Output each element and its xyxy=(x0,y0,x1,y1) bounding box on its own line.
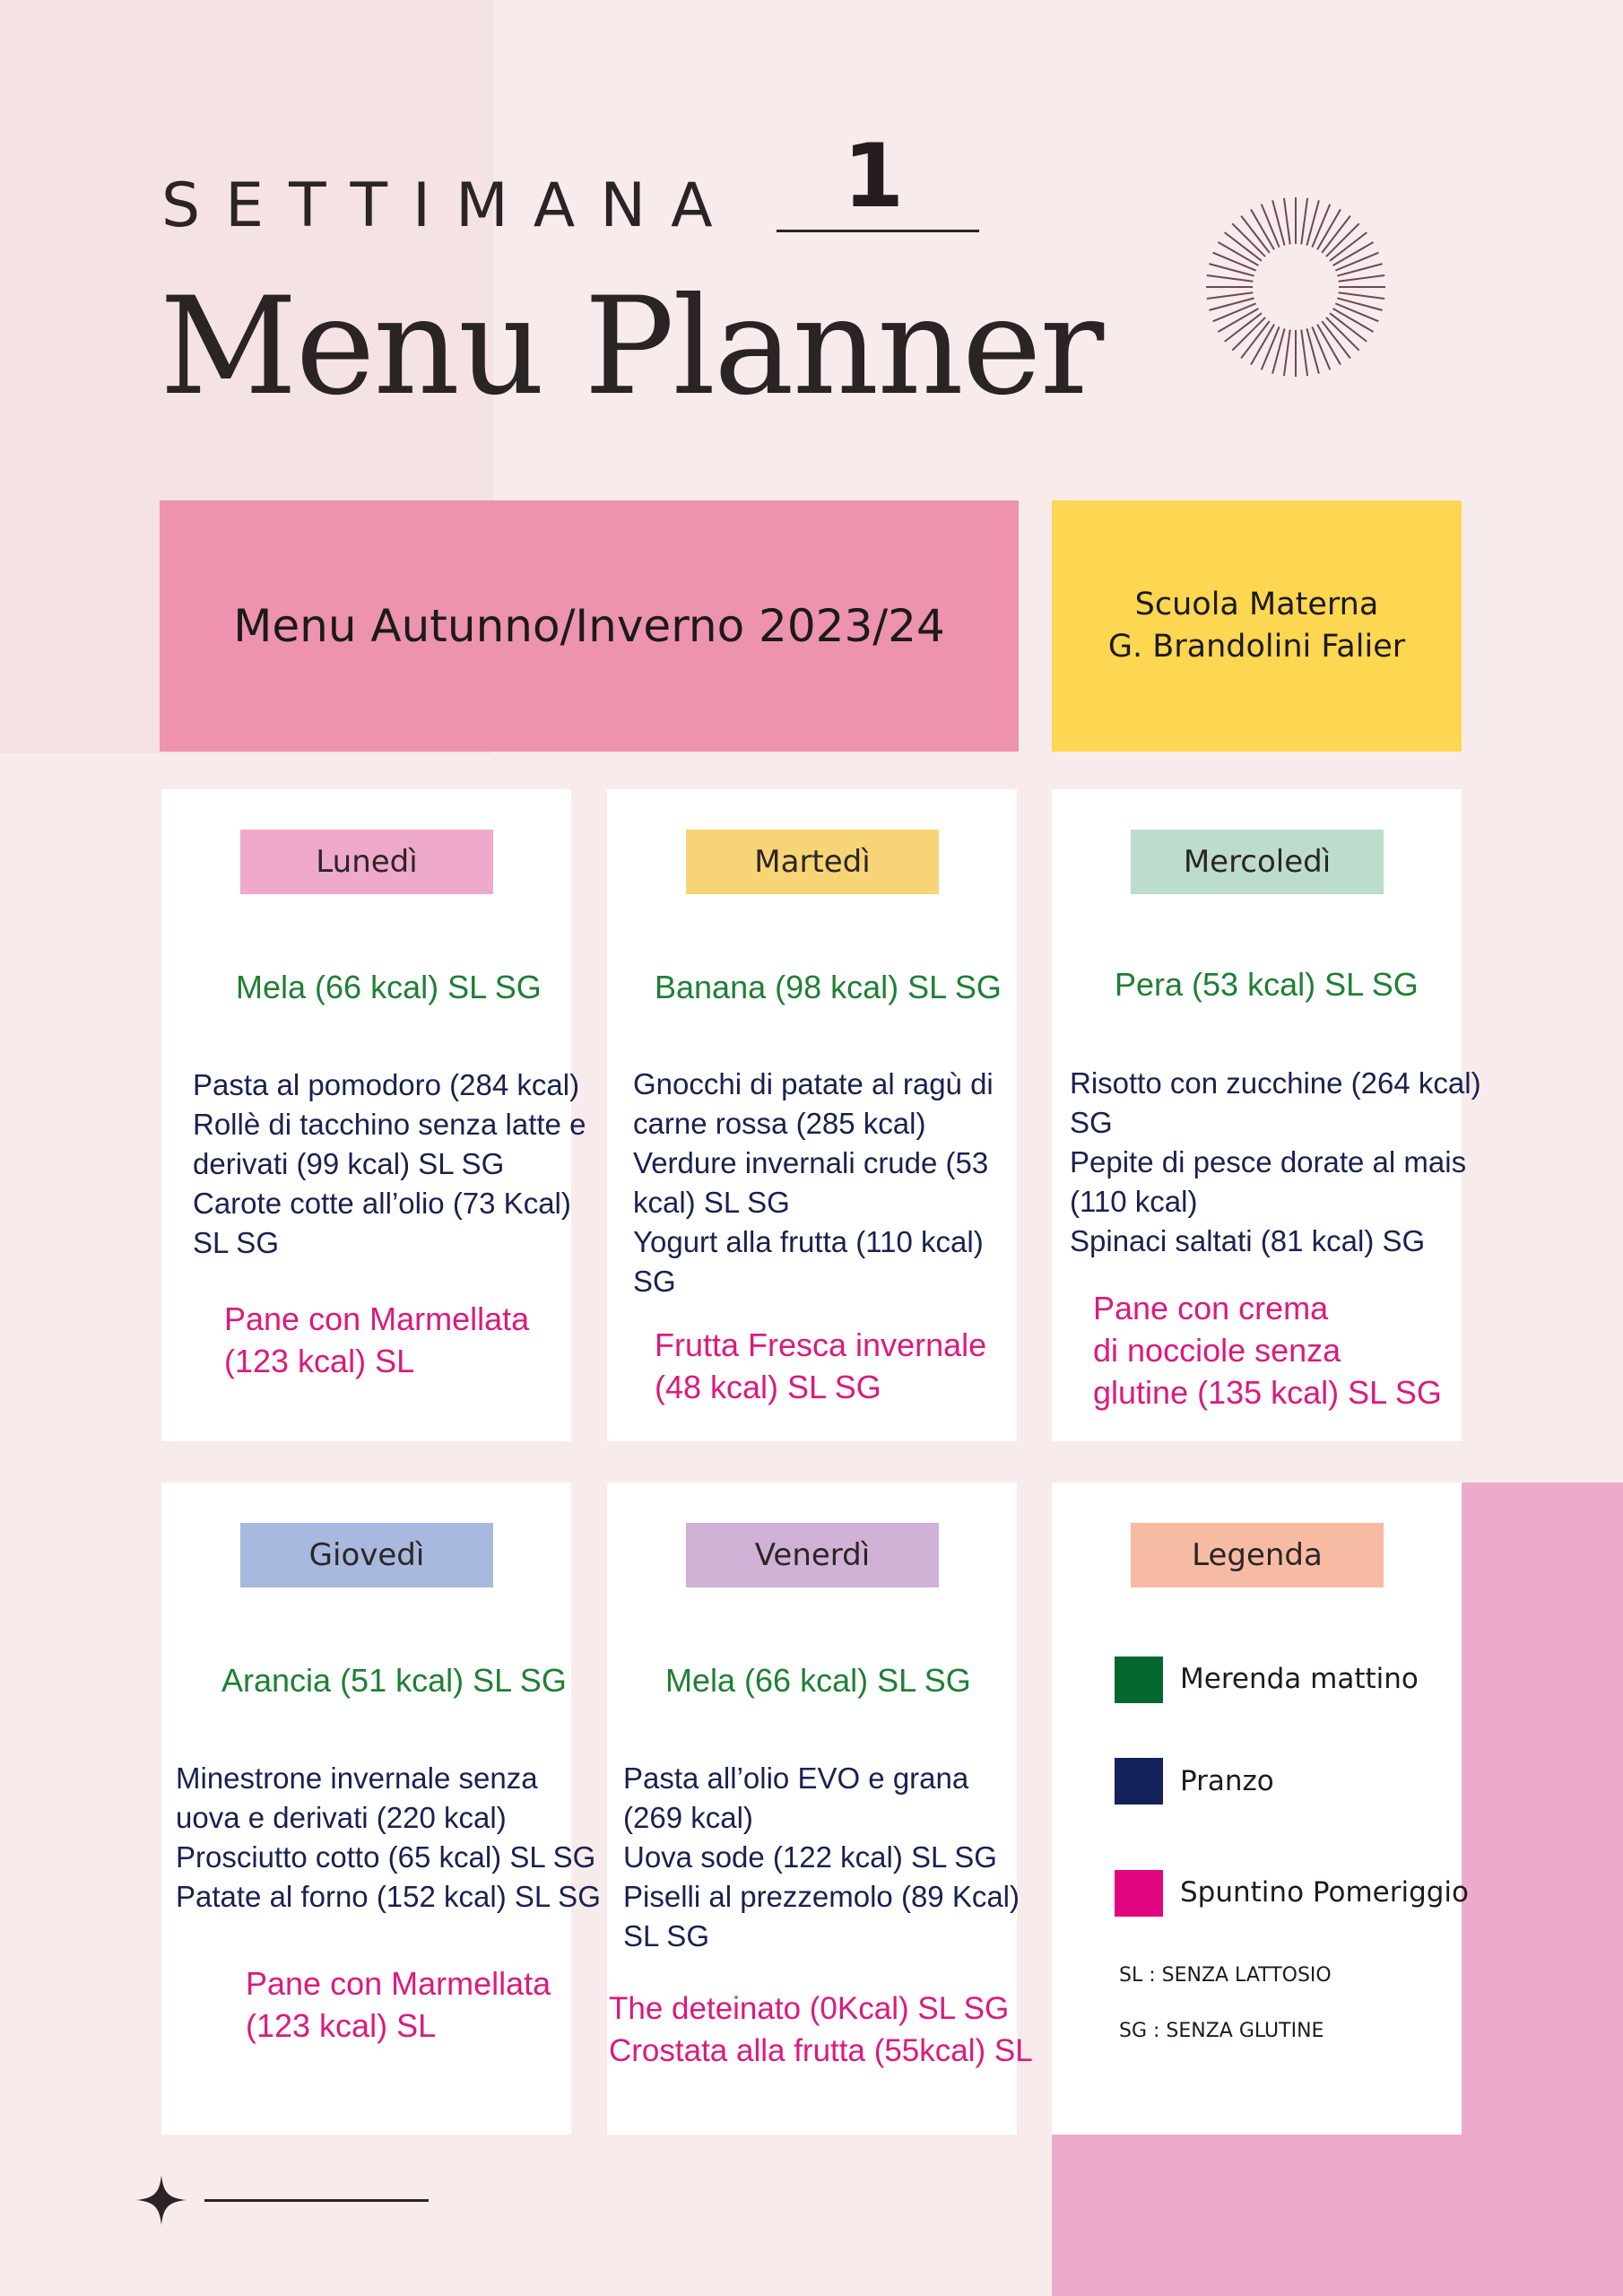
week-underline xyxy=(777,230,979,232)
lunch-line: (269 kcal) xyxy=(623,1801,753,1834)
legend-swatch-lunch xyxy=(1115,1758,1163,1805)
afternoon-line: glutine (135 kcal) SL SG xyxy=(1093,1374,1442,1411)
afternoon-line: Pane con Marmellata xyxy=(246,1965,551,2002)
lunch-line: Patate al forno (152 kcal) SL SG xyxy=(176,1880,601,1913)
legend-card xyxy=(1052,1483,1470,2135)
lunch-line: Rollè di tacchino senza latte e xyxy=(193,1108,586,1141)
lunch-line: Spinaci saltati (81 kcal) SG xyxy=(1070,1224,1426,1257)
legend-note-sg: SG : SENZA GLUTINE xyxy=(1119,2020,1324,2042)
school-banner xyxy=(1052,500,1462,752)
menu-banner xyxy=(160,500,1019,752)
day-tag-mercoledi: Mercoledì xyxy=(1131,830,1384,894)
lunch-line: SG xyxy=(1070,1106,1113,1139)
lunch-line: uova e derivati (220 kcal) xyxy=(176,1801,507,1834)
afternoon-line: Pane con crema xyxy=(1093,1290,1329,1326)
afternoon-line: di nocciole senza xyxy=(1093,1332,1341,1369)
legend-tag: Legenda xyxy=(1131,1523,1384,1587)
lunch-line: derivati (99 kcal) SL SG xyxy=(193,1147,505,1180)
background-accent-right xyxy=(1462,1483,1623,2137)
lunch-line: Yogurt alla frutta (110 kcal) xyxy=(633,1225,984,1258)
footer-line xyxy=(204,2199,429,2202)
legend-label-afternoon: Spuntino Pomeriggio xyxy=(1180,1876,1470,1909)
sunburst-icon xyxy=(1197,188,1394,386)
lunch-line: Uova sode (122 kcal) SL SG xyxy=(623,1840,997,1874)
afternoon-snack xyxy=(224,1298,529,1382)
lunch-line: Pepite di pesce dorate al mais xyxy=(1070,1145,1467,1178)
lunch-menu xyxy=(1070,1064,1481,1261)
legend-note-sl: SL : SENZA LATTOSIO xyxy=(1119,1964,1332,1987)
lunch-line: Prosciutto cotto (65 kcal) SL SG xyxy=(176,1840,596,1874)
lunch-line: SL SG xyxy=(193,1226,279,1259)
day-tag-giovedi: Giovedì xyxy=(240,1523,493,1587)
day-tag-martedi: Martedì xyxy=(686,830,939,894)
morning-snack: Banana (98 kcal) SL SG xyxy=(655,969,1002,1005)
lunch-line: SG xyxy=(633,1265,676,1298)
lunch-line: Minestrone invernale senza xyxy=(176,1761,538,1795)
legend-label-lunch: Pranzo xyxy=(1180,1765,1274,1797)
afternoon-line: Crostata alla frutta (55kcal) SL xyxy=(609,2033,1033,2068)
menu-title: Menu Autunno/Inverno 2023/24 xyxy=(233,600,945,652)
lunch-menu xyxy=(623,1759,1020,1956)
school-name-line1: Scuola Materna xyxy=(1134,587,1379,622)
afternoon-line: (123 kcal) SL xyxy=(246,2007,437,2044)
lunch-line: kcal) SL SG xyxy=(633,1186,790,1219)
day-tag-lunedi: Lunedì xyxy=(240,830,493,894)
morning-snack: Pera (53 kcal) SL SG xyxy=(1115,966,1419,1003)
afternoon-snack xyxy=(609,1987,1033,2072)
lunch-line: Gnocchi di patate al ragù di xyxy=(633,1067,994,1100)
afternoon-snack xyxy=(1093,1287,1442,1413)
background-accent-bottom xyxy=(1052,2133,1623,2296)
afternoon-line: (48 kcal) SL SG xyxy=(655,1369,881,1405)
sparkle-icon xyxy=(135,2173,188,2227)
afternoon-snack xyxy=(246,1962,551,2047)
lunch-menu xyxy=(176,1759,601,1917)
week-label: SETTIMANA xyxy=(161,170,738,241)
afternoon-line: (123 kcal) SL xyxy=(224,1343,415,1379)
morning-snack: Arancia (51 kcal) SL SG xyxy=(221,1662,567,1699)
day-card-venerdi xyxy=(607,1483,1033,2135)
page-title: Menu Planner xyxy=(160,269,1103,425)
afternoon-snack xyxy=(655,1324,986,1408)
day-card-martedi xyxy=(607,789,1017,1441)
morning-snack: Mela (66 kcal) SL SG xyxy=(236,969,542,1005)
week-number: 1 xyxy=(843,126,905,228)
day-card-lunedi xyxy=(161,789,586,1441)
lunch-menu xyxy=(633,1065,994,1301)
legend-swatch-afternoon xyxy=(1115,1870,1163,1917)
lunch-line: Verdure invernali crude (53 xyxy=(633,1146,989,1179)
lunch-line: Pasta al pomodoro (284 kcal) xyxy=(193,1068,580,1101)
lunch-line: Risotto con zucchine (264 kcal) xyxy=(1070,1066,1481,1100)
day-card-mercoledi xyxy=(1052,789,1481,1441)
afternoon-line: Pane con Marmellata xyxy=(224,1300,530,1337)
afternoon-line: Frutta Fresca invernale xyxy=(655,1326,987,1363)
lunch-line: SL SG xyxy=(623,1919,709,1952)
lunch-line: Carote cotte all’olio (73 Kcal) xyxy=(193,1187,571,1220)
day-tag-venerdi: Venerdì xyxy=(686,1523,939,1587)
lunch-menu xyxy=(193,1065,586,1263)
morning-snack: Mela (66 kcal) SL SG xyxy=(665,1662,971,1699)
legend-swatch-morning xyxy=(1115,1657,1163,1703)
legend-label-morning: Merenda mattino xyxy=(1180,1663,1419,1695)
school-name-line2: G. Brandolini Falier xyxy=(1107,629,1406,665)
lunch-line: (110 kcal) xyxy=(1070,1185,1198,1218)
day-card-giovedi xyxy=(161,1483,601,2135)
afternoon-line: The deteinato (0Kcal) SL SG xyxy=(609,1991,1010,2026)
lunch-line: Piselli al prezzemolo (89 Kcal) xyxy=(623,1880,1020,1913)
lunch-line: carne rossa (285 kcal) xyxy=(633,1107,926,1140)
lunch-line: Pasta all’olio EVO e grana xyxy=(623,1761,969,1795)
